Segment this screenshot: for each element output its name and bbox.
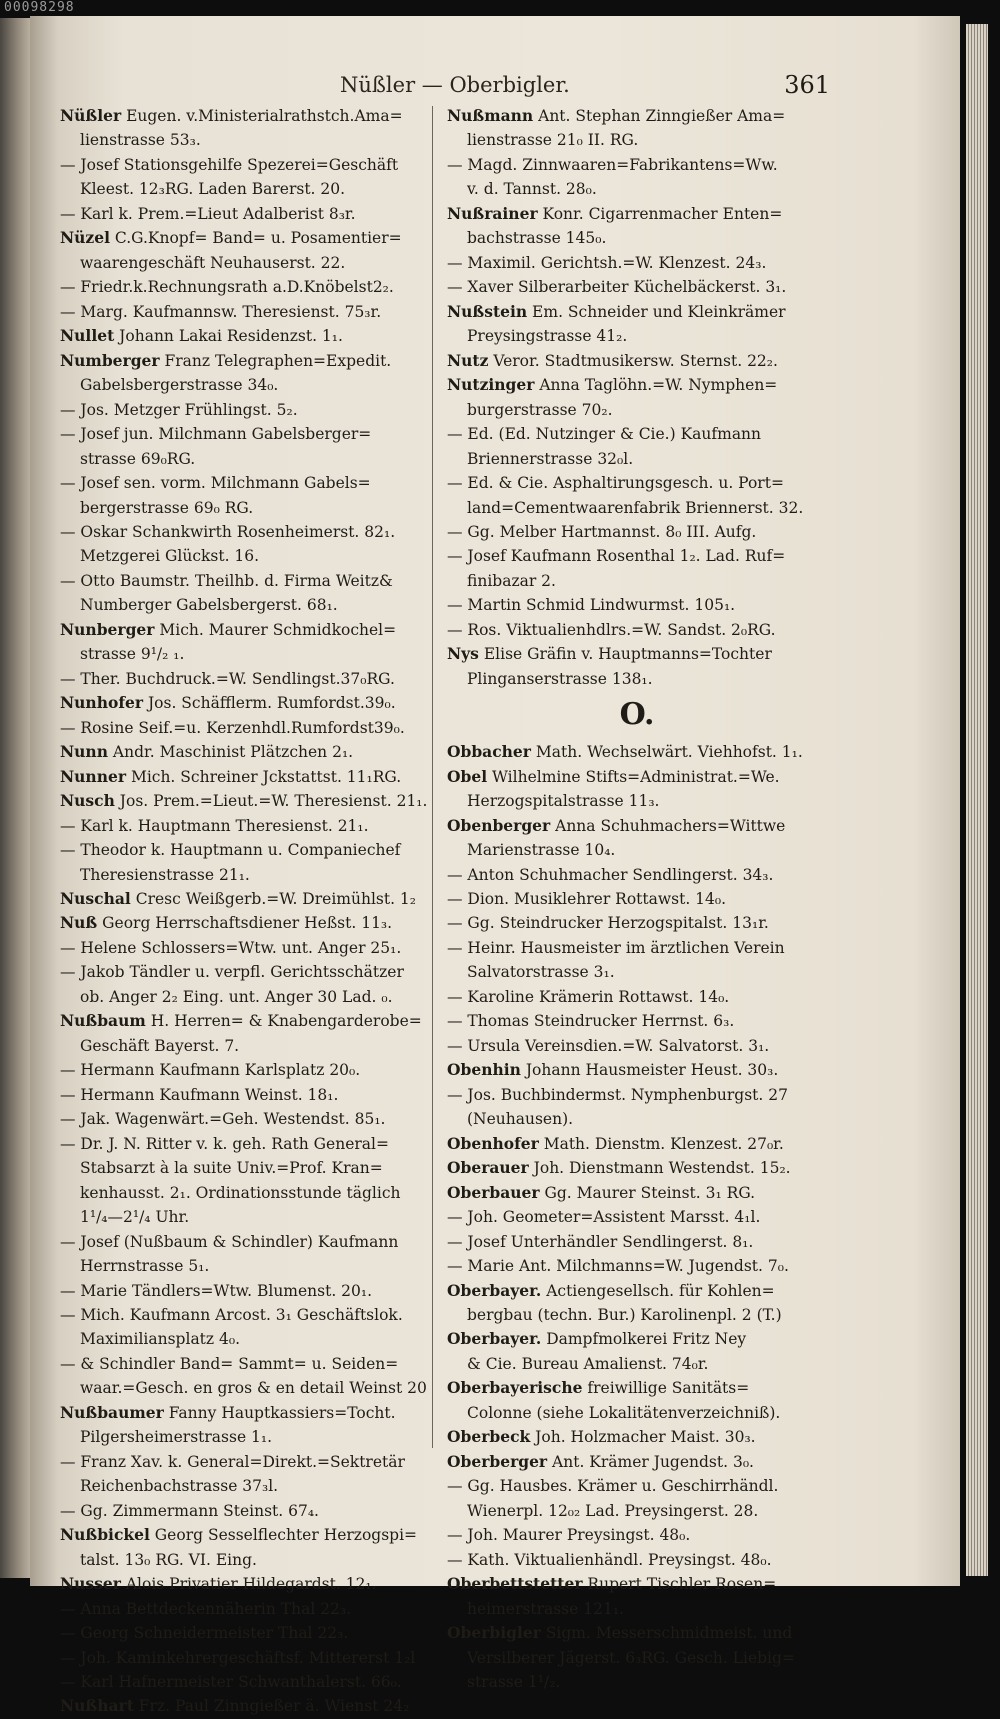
directory-entry-sub: — Gg. Melber Hartmannst. 8₀ III. Aufg. <box>447 522 757 541</box>
directory-entry-head: Nunner Mich. Schreiner Jckstattst. 11₁RG. <box>60 766 402 786</box>
directory-entry-head: Nußrainer Konr. Cigarrenmacher Enten= <box>447 203 783 223</box>
directory-entry-head: Oberbeck Joh. Holzmacher Maist. 30₃. <box>447 1427 756 1447</box>
directory-entry-continuation: Pilgersheimerstrasse 1₁. <box>80 1428 273 1447</box>
directory-entry-sub: — Dr. J. N. Ritter v. k. geh. Rath General= <box>60 1134 389 1153</box>
directory-entry-sub: — Josef Unterhändler Sendlingerst. 8₁. <box>447 1232 754 1251</box>
directory-entry-sub: — Ros. Viktualienhdlrs.=W. Sandst. 2₀RG. <box>447 620 776 639</box>
directory-entry-continuation: strasse 69₀RG. <box>80 449 196 468</box>
directory-entry-continuation: bergbau (techn. Bur.) Karolinenpl. 2 (T.) <box>467 1305 782 1324</box>
directory-entry-sub: — Magd. Zinnwaaren=Fabrikantens=Ww. <box>447 155 778 174</box>
directory-entry-continuation: Wienerpl. 12₀₂ Lad. Preysingerst. 28. <box>467 1501 759 1520</box>
directory-entry-head: Oberberger Ant. Krämer Jugendst. 3₀. <box>447 1451 754 1471</box>
directory-entry-sub: — Ed. & Cie. Asphaltirungsgesch. u. Port= <box>447 474 784 493</box>
directory-entry-continuation: Herzogspitalstrasse 11₃. <box>467 792 660 811</box>
directory-entry-continuation: Colonne (siehe Lokalitätenverzeichniß). <box>467 1403 781 1422</box>
directory-entry-sub: — Gg. Hausbes. Krämer u. Geschirrhändl. <box>447 1477 779 1496</box>
directory-entry-sub: — Georg Schneidermeister Thal 22₃. <box>60 1624 349 1643</box>
directory-entry-continuation: waar.=Gesch. en gros & en detail Weinst 20 <box>80 1379 427 1398</box>
directory-entry-head: Nußmann Ant. Stephan Zinngießer Ama= <box>447 106 786 125</box>
directory-entry-sub: — Gg. Zimmermann Steinst. 67₄. <box>60 1501 319 1520</box>
right-column <box>447 104 827 1694</box>
directory-entry-sub: — Rosine Seif.=u. Kerzenhdl.Rumfordst39₀. <box>60 718 405 737</box>
directory-entry-head: Oberbettstetter Rupert Tischler Rosen= <box>447 1574 777 1594</box>
directory-entry-head: Nusser Alois Privatier Hildegardst. 12₁. <box>60 1574 377 1594</box>
directory-entry-continuation: Plinganserstrasse 138₁. <box>467 669 653 688</box>
directory-entry-continuation: land=Cementwaarenfabrik Briennerst. 32. <box>467 498 804 517</box>
directory-entry-head: Nutz Veror. Stadtmusikersw. Sternst. 22₂. <box>447 350 778 370</box>
directory-entry-continuation: talst. 13₀ RG. VI. Eing. <box>80 1550 257 1569</box>
directory-entry-sub: — Jakob Tändler u. verpfl. Gerichtsschätzer <box>60 963 404 982</box>
directory-entry-continuation: (Neuhausen). <box>467 1110 574 1129</box>
directory-entry-continuation: bergerstrasse 69₀ RG. <box>80 498 254 517</box>
directory-entry-sub: — Josef (Nußbaum & Schindler) Kaufmann <box>60 1232 399 1251</box>
directory-entry-sub: — Helene Schlossers=Wtw. unt. Anger 25₁. <box>60 938 402 957</box>
directory-entry-head: Obel Wilhelmine Stifts=Administrat.=We. <box>447 766 780 786</box>
directory-entry-head: Obenhin Johann Hausmeister Heust. 30₃. <box>447 1060 779 1080</box>
directory-entry-sub: — Anton Schuhmacher Sendlingerst. 34₃. <box>447 865 774 884</box>
directory-entry-continuation: lienstrasse 21₀ II. RG. <box>467 131 639 150</box>
directory-entry-head: Oberbayer. Actiengesellsch. für Kohlen= <box>447 1280 775 1300</box>
directory-entry-head: Oberbauer Gg. Maurer Steinst. 3₁ RG. <box>447 1182 756 1202</box>
directory-entry-head: Nutzinger Anna Taglöhn.=W. Nymphen= <box>447 375 778 395</box>
directory-entry-head: Numberger Franz Telegraphen=Expedit. <box>60 350 392 370</box>
directory-entry-head: Nullet Johann Lakai Residenzst. 1₁. <box>60 326 343 346</box>
directory-entry-continuation: Salvatorstrasse 3₁. <box>467 963 615 982</box>
directory-entry-sub: — Kath. Viktualienhändl. Preysingst. 48₀. <box>447 1550 772 1569</box>
directory-entry-sub: — Marg. Kaufmannsw. Theresienst. 75₃r. <box>60 302 382 321</box>
directory-entry-sub: — Oskar Schankwirth Rosenheimerst. 82₁. <box>60 522 396 541</box>
directory-entry-sub: — Jak. Wagenwärt.=Geh. Westendst. 85₁. <box>60 1110 386 1129</box>
directory-entry-sub: — Josef Stationsgehilfe Spezerei=Geschäft <box>60 155 399 174</box>
directory-entry-sub: — Josef sen. vorm. Milchmann Gabels= <box>60 474 371 493</box>
directory-entry-sub: — Friedr.k.Rechnungsrath a.D.Knöbelst2₂. <box>60 278 394 297</box>
directory-entry-head: Nusch Jos. Prem.=Lieut.=W. Theresienst. 21₁. <box>60 791 428 811</box>
directory-entry-continuation: heimerstrasse 121₁. <box>467 1599 624 1618</box>
directory-entry-head: Obbacher Math. Wechselwärt. Viehhofst. 1₁. <box>447 742 803 762</box>
directory-entry-sub: — Ursula Vereinsdien.=W. Salvatorst. 3₁. <box>447 1036 770 1055</box>
directory-entry-sub: — Jos. Buchbindermst. Nymphenburgst. 27 <box>447 1085 788 1104</box>
directory-entry-continuation: Preysingstrasse 41₂. <box>467 327 628 346</box>
directory-entry-sub: — Dion. Musiklehrer Rottawst. 14₀. <box>447 890 727 909</box>
directory-entry-continuation: & Cie. Bureau Amalienst. 74₀r. <box>467 1354 709 1373</box>
section-letter-heading: O. <box>619 697 655 733</box>
directory-entry-continuation: Versilberer Jägerst. 6₃RG. Gesch. Liebig= <box>467 1648 795 1667</box>
directory-entry-sub: — Mich. Kaufmann Arcost. 3₁ Geschäftslok. <box>60 1305 403 1324</box>
directory-entry-continuation: Numberger Gabelsbergerst. 68₁. <box>80 596 338 615</box>
directory-entry-head: Nüßler Eugen. v.Ministerialrathstch.Ama= <box>60 106 403 125</box>
directory-entry-sub: — Franz Xav. k. General=Direkt.=Sektretär <box>60 1452 405 1471</box>
directory-entry-sub: — Karl Hafnermeister Schwanthalerst. 66₀. <box>60 1673 402 1691</box>
directory-entry-head: Nunhofer Jos. Schäfflerm. Rumfordst.39₀. <box>60 693 396 713</box>
running-head-title: Nüßler — Oberbigler. <box>340 73 570 97</box>
directory-entry-sub: — Anna Bettdeckennäherin Thal 22₃. <box>60 1599 352 1618</box>
directory-entry-continuation: Briennerstrasse 32₀l. <box>467 449 634 468</box>
directory-entry-continuation: Marienstrasse 10₄. <box>467 841 616 860</box>
directory-entry-sub: — Karoline Krämerin Rottawst. 14₀. <box>447 987 730 1006</box>
directory-entry-sub: — Marie Ant. Milchmanns=W. Jugendst. 7₀. <box>447 1257 789 1276</box>
directory-entry-continuation: Geschäft Bayerst. 7. <box>80 1036 240 1055</box>
directory-entry-sub: — Jos. Metzger Frühlingst. 5₂. <box>60 400 298 419</box>
left-column <box>60 104 432 1719</box>
directory-entry-continuation: waarengeschäft Neuhauserst. 22. <box>80 253 346 272</box>
directory-entry-head: Nußhart Frz. Paul Zinngießer ä. Wienst 24₂ <box>60 1696 410 1716</box>
running-head <box>60 73 830 103</box>
directory-entry-continuation: Gabelsbergerstrasse 34₀. <box>80 376 279 395</box>
directory-entry-continuation: kenhausst. 2₁. Ordinationsstunde täglich <box>80 1183 401 1202</box>
directory-entry-head: Obenhofer Math. Dienstm. Klenzest. 27₀r. <box>447 1133 784 1153</box>
directory-entry-head: Nuschal Cresc Weißgerb.=W. Dreimühlst. 1₂ <box>60 889 417 908</box>
directory-entry-head: Oberbayerische freiwillige Sanitäts= <box>447 1378 750 1398</box>
directory-entry-sub: — & Schindler Band= Sammt= u. Seiden= <box>60 1354 399 1373</box>
directory-entry-continuation: 1¹/₄—2¹/₄ Uhr. <box>80 1208 190 1227</box>
directory-entry-head: Oberbayer. Dampfmolkerei Fritz Ney <box>447 1329 747 1349</box>
directory-entry-head: Nuß Georg Herrschaftsdiener Heßst. 11₃. <box>60 913 393 933</box>
directory-entry-sub: — Josef Kaufmann Rosenthal 1₂. Lad. Ruf= <box>447 547 786 566</box>
directory-entry-sub: — Ther. Buchdruck.=W. Sendlingst.37₀RG. <box>60 669 395 688</box>
directory-entry-continuation: Metzgerei Glückst. 16. <box>80 547 260 566</box>
directory-entry-head: Nußbickel Georg Sesselflechter Herzogspi= <box>60 1525 418 1545</box>
directory-entry-head: Nußbaum H. Herren= & Knabengarderobe= <box>60 1011 422 1031</box>
directory-entry-continuation: Theresienstrasse 21₁. <box>80 865 250 884</box>
directory-entry-head: Oberbigler Sigm. Messerschmidmeist. und <box>447 1623 793 1643</box>
page-stack-edges <box>966 24 988 1576</box>
directory-entry-sub: — Marie Tändlers=Wtw. Blumenst. 20₁. <box>60 1281 373 1300</box>
directory-entry-sub: — Theodor k. Hauptmann u. Companiechef <box>60 841 401 860</box>
directory-entry-head: Nußbaumer Fanny Hauptkassiers=Tocht. <box>60 1402 396 1422</box>
directory-entry-sub: — Heinr. Hausmeister im ärztlichen Verein <box>447 938 785 957</box>
directory-entry-sub: — Xaver Silberarbeiter Küchelbäckerst. 3₁. <box>447 278 787 297</box>
directory-entry-sub: — Joh. Geometer=Assistent Marsst. 4₁l. <box>447 1208 761 1227</box>
directory-entry-sub: — Ed. (Ed. Nutzinger & Cie.) Kaufmann <box>447 425 762 444</box>
directory-entry-head: Obenberger Anna Schuhmachers=Wittwe <box>447 815 786 835</box>
directory-entry-sub: — Hermann Kaufmann Weinst. 18₁. <box>60 1085 339 1104</box>
directory-entry-sub: — Otto Baumstr. Theilhb. d. Firma Weitz& <box>60 571 393 590</box>
directory-entry-continuation: lienstrasse 53₃. <box>80 131 201 150</box>
directory-entry-sub: — Martin Schmid Lindwurmst. 105₁. <box>447 596 736 615</box>
directory-entry-head: Oberauer Joh. Dienstmann Westendst. 15₂. <box>447 1158 791 1178</box>
directory-entry-continuation: burgerstrasse 70₂. <box>467 400 613 419</box>
page-number: 361 <box>784 71 830 99</box>
directory-entry-sub: — Gg. Steindrucker Herzogspitalst. 13₁r. <box>447 914 769 933</box>
directory-entry-sub: — Hermann Kaufmann Karlsplatz 20₀. <box>60 1061 361 1080</box>
directory-entry-head: Nys Elise Gräfin v. Hauptmanns=Tochter <box>447 644 772 664</box>
directory-entry-continuation: finibazar 2. <box>467 571 556 590</box>
directory-entry-continuation: Maximiliansplatz 4₀. <box>80 1330 241 1349</box>
directory-entry-sub: — Karl k. Hauptmann Theresienst. 21₁. <box>60 816 369 835</box>
directory-entry-head: Nunn Andr. Maschinist Plätzchen 2₁. <box>60 742 354 762</box>
directory-entry-continuation: bachstrasse 145₀. <box>467 229 607 248</box>
directory-entry-head: Nunberger Mich. Maurer Schmidkochel= <box>60 619 397 639</box>
directory-entry-continuation: Kleest. 12₃RG. Laden Barerst. 20. <box>80 180 346 199</box>
directory-entry-continuation: strasse 9¹/₂ ₁. <box>80 645 185 664</box>
directory-entry-sub: — Joh. Maurer Preysingst. 48₀. <box>447 1526 691 1545</box>
directory-entry-continuation: strasse 1¹/₂. <box>467 1673 561 1692</box>
directory-entry-continuation: Herrnstrasse 5₁. <box>80 1257 210 1276</box>
directory-entry-continuation: ob. Anger 2₂ Eing. unt. Anger 30 Lad. ₀. <box>80 987 393 1006</box>
column-divider <box>432 106 433 1448</box>
directory-entry-continuation: Reichenbachstrasse 37₃l. <box>80 1477 279 1496</box>
directory-entry-sub: — Joh. Kaminkehrergeschäftsf. Mittererst 1₂l <box>60 1648 416 1667</box>
previous-page-edge <box>0 18 30 1578</box>
scan-identifier: 00098298 <box>4 0 75 15</box>
directory-entry-continuation: Stabsarzt à la suite Univ.=Prof. Kran= <box>80 1159 383 1178</box>
directory-entry-sub: — Maximil. Gerichtsh.=W. Klenzest. 24₃. <box>447 253 767 272</box>
directory-entry-sub: — Josef jun. Milchmann Gabelsberger= <box>60 425 372 444</box>
directory-entry-head: Nüzel C.G.Knopf= Band= u. Posamentier= <box>60 228 402 248</box>
directory-entry-continuation: v. d. Tannst. 28₀. <box>467 180 597 199</box>
directory-entry-head: Nußstein Em. Schneider und Kleinkrämer <box>447 301 786 321</box>
directory-entry-sub: — Karl k. Prem.=Lieut Adalberist 8₃r. <box>60 204 356 223</box>
directory-entry-sub: — Thomas Steindrucker Herrnst. 6₃. <box>447 1012 735 1031</box>
